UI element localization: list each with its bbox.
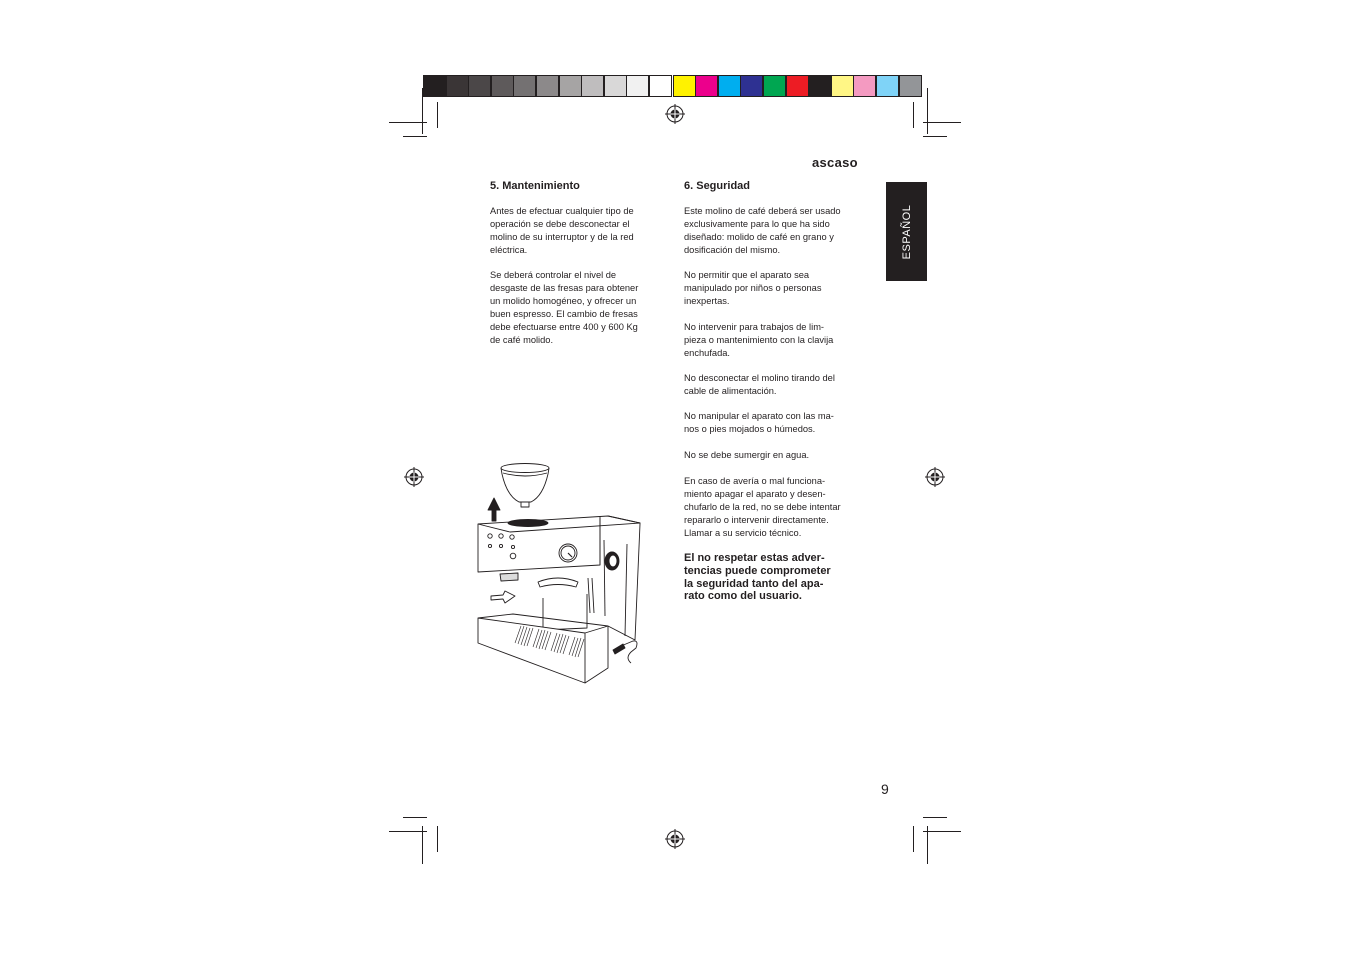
registration-mark-top	[665, 104, 685, 124]
section-6-paragraph-4: No desconectar el molino tirando del cable de alimentación.	[684, 373, 835, 396]
registration-mark-right	[925, 467, 945, 487]
color-calibration-bar	[423, 75, 926, 97]
color-swatch	[536, 75, 559, 97]
section-5-heading: 5. Mantenimiento	[490, 180, 580, 192]
section-6-paragraph-3: No intervenir para trabajos de lim- pieza o mantenimiento con la clavija enchufada.	[684, 322, 834, 358]
color-swatch	[673, 75, 696, 97]
language-tab-label: ESPAÑOL	[900, 204, 913, 259]
color-swatch	[808, 75, 831, 97]
color-swatch	[468, 75, 491, 97]
section-6-paragraph-2: No permitir que el aparato sea manipulado por niños o personas inexpertas.	[684, 270, 822, 306]
safety-warning: El no respetar estas adver- tencias puede comprometer la seguridad tanto del apa- rato como del usuario.	[684, 552, 831, 603]
section-6-paragraph-7: En caso de avería o mal funciona- miento apagar el aparato y desen- chufarlo de la red, no se debe intentar repararlo o intervenir directamente. Llamar a su servicio técnico.	[684, 476, 841, 538]
color-swatch	[559, 75, 582, 97]
color-swatch	[423, 75, 446, 97]
section-6-paragraph-5: No manipular el aparato con las ma- nos o pies mojados o húmedos.	[684, 411, 834, 434]
section-5-paragraph-2: Se deberá controlar el nivel de desgaste de las fresas para obtener un molido homogéneo, y ofrecer un buen espresso. El cambio de fresas debe efectuarse entre 400 y 600 Kg de café molido.	[490, 270, 639, 345]
section-6-paragraph-1: Este molino de café deberá ser usado exclusivamente para lo que ha sido diseñado: molido de café en grano y dosificación del mismo.	[684, 206, 841, 255]
color-swatch	[604, 75, 627, 97]
color-swatch	[899, 75, 922, 97]
hopper-icon	[501, 464, 549, 508]
color-swatch	[491, 75, 514, 97]
color-swatch	[513, 75, 536, 97]
language-tab	[886, 182, 927, 281]
color-swatch	[786, 75, 809, 97]
color-swatch	[626, 75, 649, 97]
section-5-paragraph-1: Antes de efectuar cualquier tipo de operación se debe desconectar el molino de su interruptor y de la red eléctrica.	[490, 206, 634, 255]
espresso-machine-illustration	[473, 458, 643, 686]
registration-mark-bottom	[665, 829, 685, 849]
arrow-up-icon	[488, 498, 500, 521]
color-swatch	[740, 75, 763, 97]
color-swatch	[853, 75, 876, 97]
color-swatch	[763, 75, 786, 97]
color-swatch	[876, 75, 899, 97]
page-number: 9	[881, 781, 889, 797]
color-swatch	[581, 75, 604, 97]
registration-mark-left	[404, 467, 424, 487]
color-swatch	[695, 75, 718, 97]
brand-logo: ascaso	[812, 155, 858, 170]
section-6-paragraph-6: No se debe sumergir en agua.	[684, 450, 810, 460]
color-swatch	[718, 75, 741, 97]
color-swatch	[649, 75, 672, 97]
section-6-heading: 6. Seguridad	[684, 180, 751, 192]
color-swatch	[446, 75, 469, 97]
color-swatch	[831, 75, 854, 97]
